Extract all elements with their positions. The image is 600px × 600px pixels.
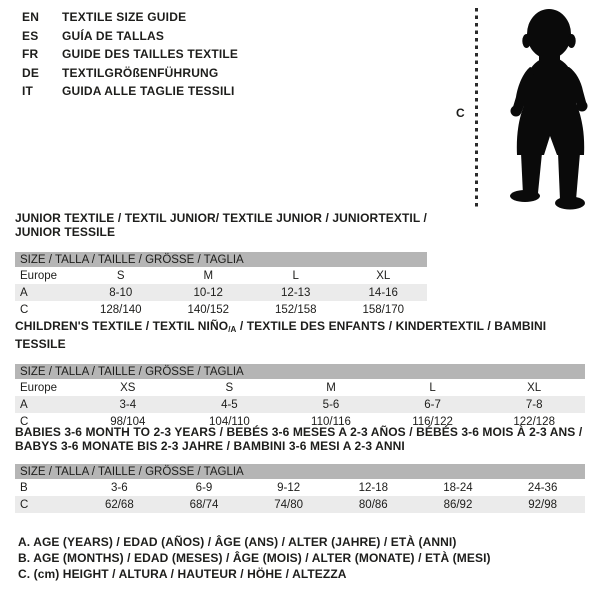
size-cell: 5-6 (322, 398, 340, 411)
babies-table-title (15, 425, 585, 453)
table-row (15, 267, 427, 284)
size-cell: 86/92 (443, 498, 473, 511)
table-row (15, 379, 585, 396)
size-cell: 74/80 (274, 498, 304, 511)
row-label: C (20, 498, 29, 511)
language-code: EN (22, 10, 40, 24)
footnotes (18, 534, 491, 582)
language-label: GUIDA ALLE TAGLIE TESSILI (62, 84, 235, 98)
language-code: IT (22, 84, 34, 98)
height-measure-label: C (456, 106, 465, 120)
size-cell: 92/98 (528, 498, 558, 511)
table-row (15, 284, 427, 301)
size-cell: 12-13 (281, 286, 311, 299)
row-label: B (20, 481, 28, 494)
size-cell: 158/170 (362, 303, 405, 316)
language-row-fr (22, 45, 238, 64)
children-size-table (15, 364, 585, 430)
language-header (22, 8, 238, 101)
babies-size-section (15, 425, 585, 513)
junior-size-table (15, 252, 427, 318)
babies-title-line2: BABYS 3-6 MONATE BIS 2-3 JAHRE / BAMBINI 3-6 MESI A 2-3 ANNI (15, 439, 405, 453)
children-title-subscript: /A (228, 325, 237, 334)
row-label: Europe (20, 381, 58, 394)
size-cell: L (292, 269, 299, 282)
size-cell: S (116, 269, 125, 282)
children-title-post: / TEXTILE DES ENFANTS / KINDERTEXTIL / BAMBINI TESSILE (15, 319, 547, 351)
junior-size-section (15, 211, 427, 318)
language-label: GUIDE DES TAILLES TEXTILE (62, 47, 239, 61)
children-title-pre: CHILDREN'S TEXTILE / TEXTIL NIÑO (15, 319, 229, 333)
size-cell: 7-8 (525, 398, 543, 411)
size-cell: 116/122 (412, 415, 453, 428)
table-row (15, 396, 585, 413)
size-cell: 18-24 (443, 481, 473, 494)
size-cell: 6-9 (195, 481, 213, 494)
size-cell: XL (527, 381, 542, 394)
language-code: ES (22, 28, 39, 43)
size-cell: 12-18 (358, 481, 388, 494)
size-cell: 8-10 (109, 286, 133, 299)
size-cell: 104/110 (209, 415, 250, 428)
size-cell: XL (376, 269, 391, 282)
size-cell: 152/158 (274, 303, 317, 316)
size-cell: XS (120, 381, 136, 394)
language-row-de (22, 64, 238, 83)
language-row-es (22, 27, 238, 46)
size-cell: 62/68 (104, 498, 134, 511)
size-cell: 6-7 (424, 398, 441, 411)
size-cell: 14-16 (368, 286, 398, 299)
size-cell: 3-4 (119, 398, 137, 411)
size-cell: 128/140 (99, 303, 142, 316)
footnote-age-years: A. AGE (YEARS) / EDAD (AÑOS) / ÂGE (ANS) / ALTER (JAHRE) / ETÀ (ANNI) (18, 535, 457, 549)
table-row (15, 479, 585, 496)
row-label: A (20, 398, 28, 411)
language-code: DE (22, 65, 40, 80)
size-cell: 98/104 (110, 415, 146, 428)
size-cell: 24-36 (527, 481, 558, 494)
row-label: C (20, 415, 29, 428)
language-row-it (22, 82, 238, 101)
language-code: FR (22, 47, 39, 61)
size-cell: 9-12 (277, 481, 301, 494)
table-row (15, 496, 585, 513)
size-cell: S (225, 381, 234, 394)
size-cell: 122/128 (513, 415, 555, 428)
footnote-age-months: B. AGE (MONTHS) / EDAD (MESES) / ÂGE (MOIS) / ALTER (MONATE) / ETÀ (MESI) (18, 551, 491, 565)
babies-title-line1: BABIES 3-6 MONTH TO 2-3 YEARS / BEBÉS 3-6 MESES A 2-3 AÑOS / BÉBÉS 3-6 MOIS À 2-3 ANS / (15, 425, 583, 439)
size-cell: 110/116 (311, 415, 351, 428)
footnote-height: C. (cm) HEIGHT / ALTURA / HAUTEUR / HÖHE / ALTEZZA (18, 567, 347, 581)
height-measure-dotted-line (475, 8, 478, 207)
row-label: C (20, 303, 29, 316)
size-cell: 10-12 (193, 286, 223, 299)
table-row (15, 301, 427, 318)
language-label: TEXTILE SIZE GUIDE (62, 10, 187, 24)
language-label: GUÍA DE TALLAS (62, 28, 165, 43)
size-cell: M (326, 381, 336, 394)
size-header-band: SIZE / TALLA / TAILLE / GRÖSSE / TAGLIA (15, 252, 427, 267)
row-label: Europe (20, 269, 58, 282)
row-label: A (20, 286, 28, 299)
size-cell: L (429, 381, 436, 394)
language-row-en (22, 8, 238, 27)
junior-table-title: JUNIOR TEXTILE / TEXTIL JUNIOR/ TEXTILE JUNIOR / JUNIORTEXTIL / JUNIOR TESSILE (15, 211, 427, 239)
size-cell: 68/74 (189, 498, 219, 511)
size-cell: 3-6 (111, 481, 128, 494)
toddler-silhouette-image (497, 7, 600, 212)
children-table-title (15, 319, 585, 351)
size-cell: 80/86 (358, 498, 388, 511)
size-cell: 140/152 (187, 303, 230, 316)
language-label: TEXTILGRÖßENFÜHRUNG (62, 65, 219, 80)
height-figure (450, 5, 600, 217)
size-cell: 4-5 (221, 398, 238, 411)
size-header-band: SIZE / TALLA / TAILLE / GRÖSSE / TAGLIA (15, 364, 585, 379)
size-header-band: SIZE / TALLA / TAILLE / GRÖSSE / TAGLIA (15, 464, 585, 479)
size-cell: M (203, 269, 214, 282)
babies-size-table (15, 464, 585, 513)
children-size-section (15, 319, 585, 430)
